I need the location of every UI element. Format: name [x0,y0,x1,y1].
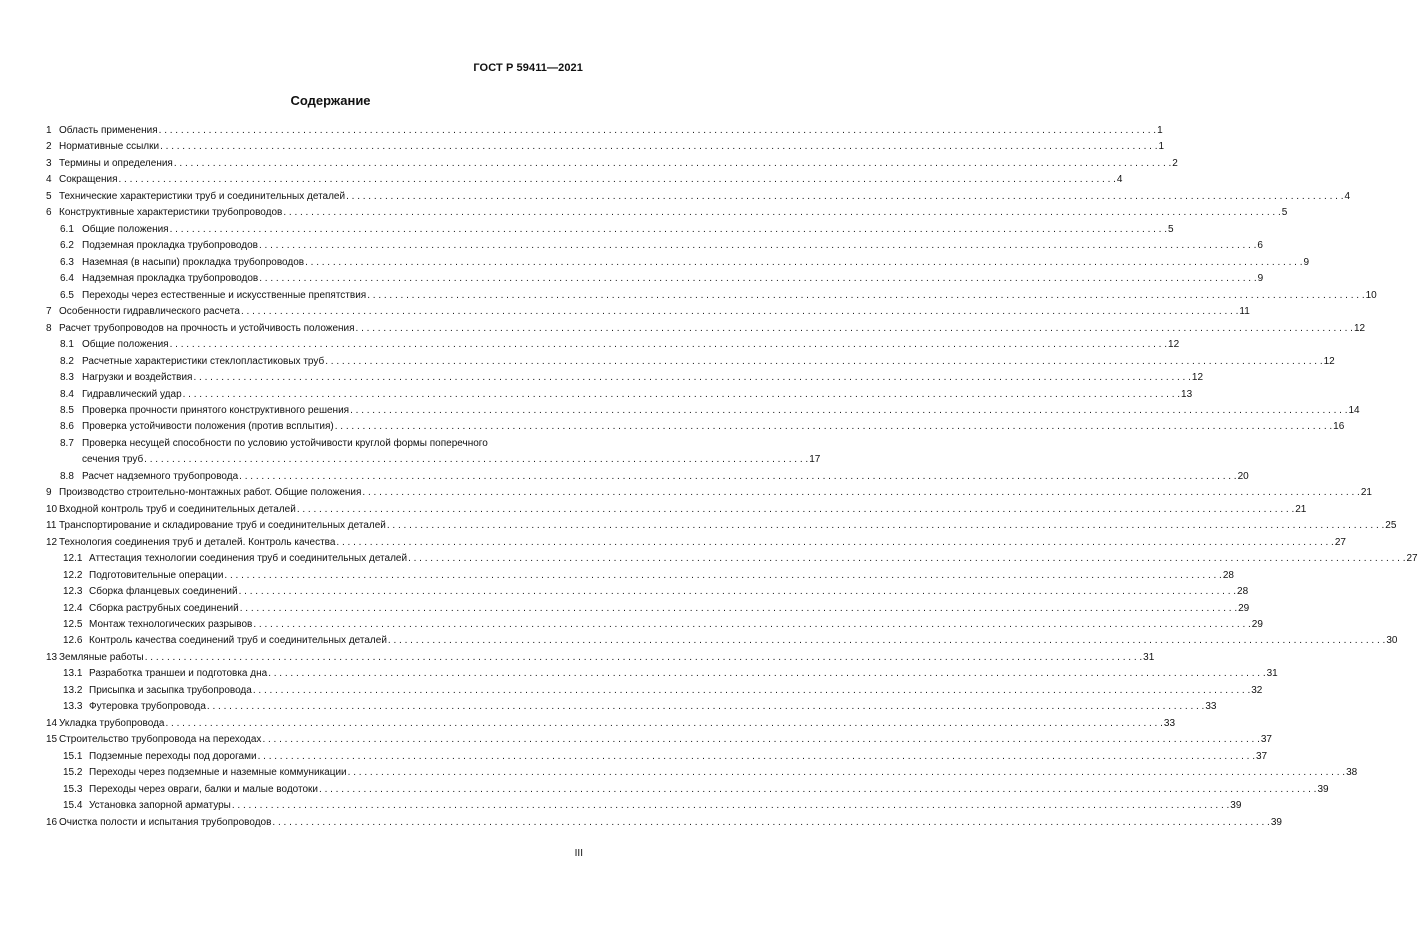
toc-entry[interactable] [46,337,1180,353]
toc-entry-page: 21 [1360,487,1372,499]
toc-entry[interactable] [46,321,1366,337]
toc-entry[interactable] [46,156,1178,172]
toc-entry-label: Футеровка трубопровода [89,701,206,713]
toc-entry-page: 17 [809,454,821,466]
toc-entry-page: 25 [1385,520,1397,532]
toc-entry-label: Проверка несущей способности по условию устойчивости круглой формы поперечного [82,437,488,449]
toc-entry-label: Разработка траншеи и подготовка дна [89,668,268,680]
toc-entry[interactable] [46,666,1278,682]
toc-entry-page: 1 [1158,141,1165,153]
toc-entry-label: Особенности гидравлического расчета [59,306,240,318]
toc-leader-dots [224,568,1221,584]
toc-entry-page: 30 [1386,635,1398,647]
toc-entry-page: 11 [1239,306,1250,318]
toc-leader-dots [207,699,1204,715]
toc-entry-page: 9 [1257,273,1264,285]
toc-entry-page: 4 [1344,190,1351,202]
toc-entry-page: 37 [1256,750,1268,762]
toc-entry-number: 16 [46,816,58,828]
toc-entry-page: 13 [1181,388,1193,400]
toc-entry[interactable] [46,304,1250,320]
toc-entry-label: Транспортирование и складирование труб и соединительных деталей [59,520,386,532]
toc-entry-number: 8 [46,322,52,334]
toc-entry[interactable] [46,765,1358,781]
toc-entry-number: 11 [46,520,57,532]
toc-entry[interactable] [46,617,1263,633]
toc-entry-page: 39 [1270,816,1282,828]
toc-entry-label: Монтаж технологических разрывов [89,619,253,631]
toc-leader-dots [262,732,1259,748]
toc-entry-number: 15.1 [63,750,83,762]
toc-entry[interactable] [46,798,1242,814]
toc-entry[interactable] [46,502,1307,518]
toc-entry-page: 14 [1348,404,1360,416]
toc-leader-dots [268,666,1265,682]
toc-entry-page: 28 [1237,586,1249,598]
toc-entry[interactable] [46,354,1335,370]
toc-leader-dots [239,469,1236,485]
toc-entry[interactable] [46,650,1155,666]
toc-entry-number: 13 [46,651,58,663]
toc-entry-page: 27 [1334,536,1346,548]
toc-entry-page: 1 [1157,125,1163,136]
toc-leader-dots [159,123,1156,139]
toc-entry-label: Переходы через овраги, балки и малые водотоки [89,783,319,795]
toc-entry-number: 15.2 [63,767,83,779]
toc-entry-label: Очистка полости и испытания трубопроводов [59,816,272,828]
toc-leader-dots [145,650,1142,666]
toc-entry-label: Укладка трубопровода [59,717,165,729]
toc-entry[interactable] [46,716,1176,732]
toc-entry-label: Нормативные ссылки [59,141,160,153]
toc-entry-page: 20 [1237,470,1249,482]
toc-entry-page: 12 [1353,322,1366,334]
toc-entry[interactable] [46,584,1249,600]
toc-entry-page: 12 [1168,339,1180,351]
toc-entry-label: Строительство трубопровода на переходах [59,734,262,746]
toc-entry-number: 12.4 [63,602,83,614]
toc-entry[interactable] [46,683,1263,699]
toc-entry[interactable] [46,288,1377,304]
toc-leader-dots [305,255,1302,271]
standard-designation: ГОСТ Р 59411—2021 [473,62,583,74]
toc-leader-dots [170,337,1167,353]
toc-entry-number: 3 [46,157,52,169]
toc-entry-number: 8.1 [60,339,74,351]
toc-entry-number: 8.7 [60,437,74,449]
toc-entry-label: Сборка фланцевых соединений [89,586,238,598]
toc-entry-number: 5 [46,190,52,202]
toc-entry-label: Надземная прокладка трубопроводов [82,273,259,285]
toc-entry[interactable] [46,370,1204,386]
toc-entry[interactable] [46,238,1263,254]
toc-leader-dots [259,271,1256,287]
toc-entry-page: 29 [1238,602,1250,614]
toc-entry-label: Общие положения [82,223,169,235]
toc-entry-number: 6.4 [60,273,74,285]
toc-entry-number: 9 [46,487,52,499]
toc-leader-dots [362,485,1359,501]
toc-leader-dots [165,716,1162,732]
toc-entry-number: 15.4 [63,800,83,812]
toc-entry-number: 8.2 [60,355,74,367]
page-number: III [574,848,583,859]
toc-entry-number: 13.2 [63,684,83,696]
toc-entry-number: 7 [46,306,52,318]
toc-entry-page: 38 [1346,767,1358,779]
toc-entry-label: Присыпка и засыпка трубопровода [89,684,252,696]
toc-entry-number: 1 [46,125,52,136]
toc-entry[interactable] [46,469,1249,485]
page-title: Содержание [290,93,371,108]
toc-entry[interactable] [46,551,1418,567]
toc-leader-dots [253,683,1250,699]
toc-entry-page: 12 [1323,355,1335,367]
toc-entry-page: 2 [1172,157,1178,169]
toc-entry-number: 15 [46,734,58,746]
toc-entry-label: Расчет трубопроводов на прочность и устойчивость положения [59,322,355,334]
toc-entry-page: 39 [1317,783,1329,795]
toc-entry-label: Конструктивные характеристики трубопроводов [59,207,283,219]
toc-entry-page: 6 [1257,240,1263,252]
toc-entry-number: 6.5 [60,289,74,301]
toc-entry-number: 12.1 [63,553,83,565]
toc-entry-page: 4 [1116,174,1123,186]
toc-leader-dots [336,535,1333,551]
toc-entry[interactable] [46,633,1398,649]
toc-entry-number: 8.5 [60,404,74,416]
toc-entry-label: Проверка устойчивости положения (против всплытия) [82,421,334,433]
toc-entry-label-continued: сечения труб [82,454,144,466]
toc-leader-dots [160,139,1157,155]
toc-entry-number: 6 [46,207,52,219]
toc-leader-dots [253,617,1250,633]
toc-leader-dots [367,288,1364,304]
toc-entry[interactable] [46,485,1372,501]
toc-leader-dots [335,419,1332,435]
toc-entry-label: Входной контроль труб и соединительных деталей [59,503,296,515]
toc-entry-number: 8.3 [60,372,74,384]
toc-entry-label: Аттестация технологии соединения труб и соединительных деталей [89,553,408,565]
toc-leader-dots [174,156,1171,172]
toc-entry-page: 33 [1205,701,1217,713]
toc-entry[interactable] [46,535,1346,551]
toc-entry[interactable] [46,139,1165,155]
toc-entry-label: Гидравлический удар [82,388,182,400]
toc-entry-page: 31 [1266,668,1278,680]
toc-entry-number: 4 [46,174,52,186]
toc-entry[interactable] [46,732,1272,748]
toc-leader-dots [283,205,1280,221]
toc-entry-label: Нагрузки и воздействия [82,372,193,384]
toc-leader-dots [241,304,1238,320]
toc-entry-number: 13.3 [63,701,83,713]
toc-entry-label: Технология соединения труб и деталей. Контроль качества [59,536,336,548]
toc-entry-label: Технические характеристики труб и соединительных деталей [59,190,346,202]
toc-entry[interactable] [46,699,1217,715]
toc-entry-page: 37 [1260,734,1272,746]
toc-entry-number: 6.2 [60,240,74,252]
toc-entry-label: Установка запорной арматуры [89,800,231,812]
toc-entry-line [46,452,821,468]
toc-entry-page: 21 [1295,503,1307,515]
toc-entry-number: 12.2 [63,569,83,581]
toc-entry[interactable] [46,815,1282,831]
toc-entry-label: Подземные переходы под дорогами [89,750,257,762]
toc-leader-dots [239,584,1236,600]
toc-entry-label: Подземная прокладка трубопроводов [82,240,258,252]
toc-entry-number: 12.3 [63,586,83,598]
toc-entry[interactable] [46,436,821,469]
toc-entry-number: 15.3 [63,783,83,795]
toc-entry-page: 33 [1163,717,1176,729]
toc-entry-page: 27 [1406,553,1418,565]
toc-entry-number: 8.4 [60,388,74,400]
toc-leader-dots [348,765,1345,781]
toc-entry-number: 8.8 [60,470,74,482]
toc-leader-dots [272,815,1269,831]
toc-entry-number: 14 [46,717,58,729]
toc-entry-label: Переходы через подземные и наземные коммуникации [89,767,347,779]
toc-entry-label: Проверка прочности принятого конструктивного решения [82,404,350,416]
toc-entry-label: Переходы через естественные и искусственные препятствия [82,289,367,301]
toc-leader-dots [356,321,1353,337]
toc-leader-dots [297,502,1294,518]
toc-entry[interactable] [46,387,1193,403]
toc-entry-number: 6.3 [60,256,74,268]
toc-entry-page: 16 [1333,421,1345,433]
toc-entry-page: 31 [1143,651,1155,663]
toc-entry-page: 10 [1365,289,1377,301]
toc-entry-label: Сокращения [59,174,118,186]
toc-entry-number: 12 [46,536,58,548]
toc-entry-label: Контроль качества соединений труб и соединительных деталей [89,635,387,647]
toc-entry-page: 5 [1168,223,1174,235]
toc-entry-label: Расчетные характеристики стеклопластиковых труб [82,355,325,367]
toc-entry[interactable] [46,518,1397,534]
toc-entry-label: Наземная (в насыпи) прокладка трубопроводов [82,256,305,268]
toc-entry-page: 12 [1191,372,1204,384]
toc-entry[interactable] [46,568,1234,584]
toc-entry-number: 2 [46,141,52,153]
toc-leader-dots [183,387,1180,403]
toc-entry[interactable] [46,403,1360,419]
toc-entry-number: 12.5 [63,619,83,631]
toc-entry[interactable] [46,222,1174,238]
toc-entry-label: Земляные работы [59,651,144,663]
toc-entry-page: 29 [1251,619,1263,631]
toc-entry[interactable] [46,749,1268,765]
toc-entry-label: Термины и определения [59,157,173,169]
toc-entry-label: Расчет надземного трубопровода [82,470,239,482]
toc-leader-dots [408,551,1405,567]
toc-leader-dots [170,222,1167,238]
toc-entry-page: 9 [1303,256,1310,268]
toc-leader-dots [259,238,1256,254]
toc-entry-page: 39 [1230,800,1242,812]
toc-entry[interactable] [46,271,1264,287]
toc-entry[interactable] [46,189,1351,205]
toc-leader-dots [325,354,1322,370]
toc-leader-dots [350,403,1347,419]
toc-leader-dots [346,189,1343,205]
toc-entry[interactable] [46,172,1123,188]
toc-entry-line [46,436,583,452]
toc-entry-page: 28 [1222,569,1234,581]
toc-entry[interactable] [46,255,1310,271]
toc-entry-page: 32 [1251,684,1263,696]
toc-leader-dots [240,601,1237,617]
toc-entry-label: Сборка раструбных соединений [89,602,239,614]
toc-entry-number: 10 [46,503,58,515]
toc-leader-dots [319,782,1316,798]
toc-entry-number: 8.6 [60,421,74,433]
toc-leader-dots [387,518,1384,534]
toc-entry[interactable] [46,419,1345,435]
toc-leader-dots [144,452,808,468]
toc-entry[interactable] [46,123,1163,139]
toc-leader-dots [388,633,1385,649]
toc-entry-label: Подготовительные операции [89,569,224,581]
toc-entry[interactable] [46,601,1250,617]
toc-leader-dots [258,749,1255,765]
toc-entry-page: 5 [1281,207,1288,219]
toc-entry-number: 13.1 [63,668,83,680]
toc-entry-number: 6.1 [60,223,74,235]
toc-leader-dots [193,370,1190,386]
toc-entry-number: 12.6 [63,635,83,647]
toc-entry-label: Общие положения [82,339,169,351]
toc-entry[interactable] [46,205,1288,221]
toc-entry-label: Производство строительно-монтажных работ. Общие положения [59,487,362,499]
toc-leader-dots [232,798,1229,814]
toc-leader-dots [118,172,1115,188]
table-of-contents [46,123,1418,831]
toc-entry[interactable] [46,782,1329,798]
toc-entry-label: Область применения [59,125,158,136]
